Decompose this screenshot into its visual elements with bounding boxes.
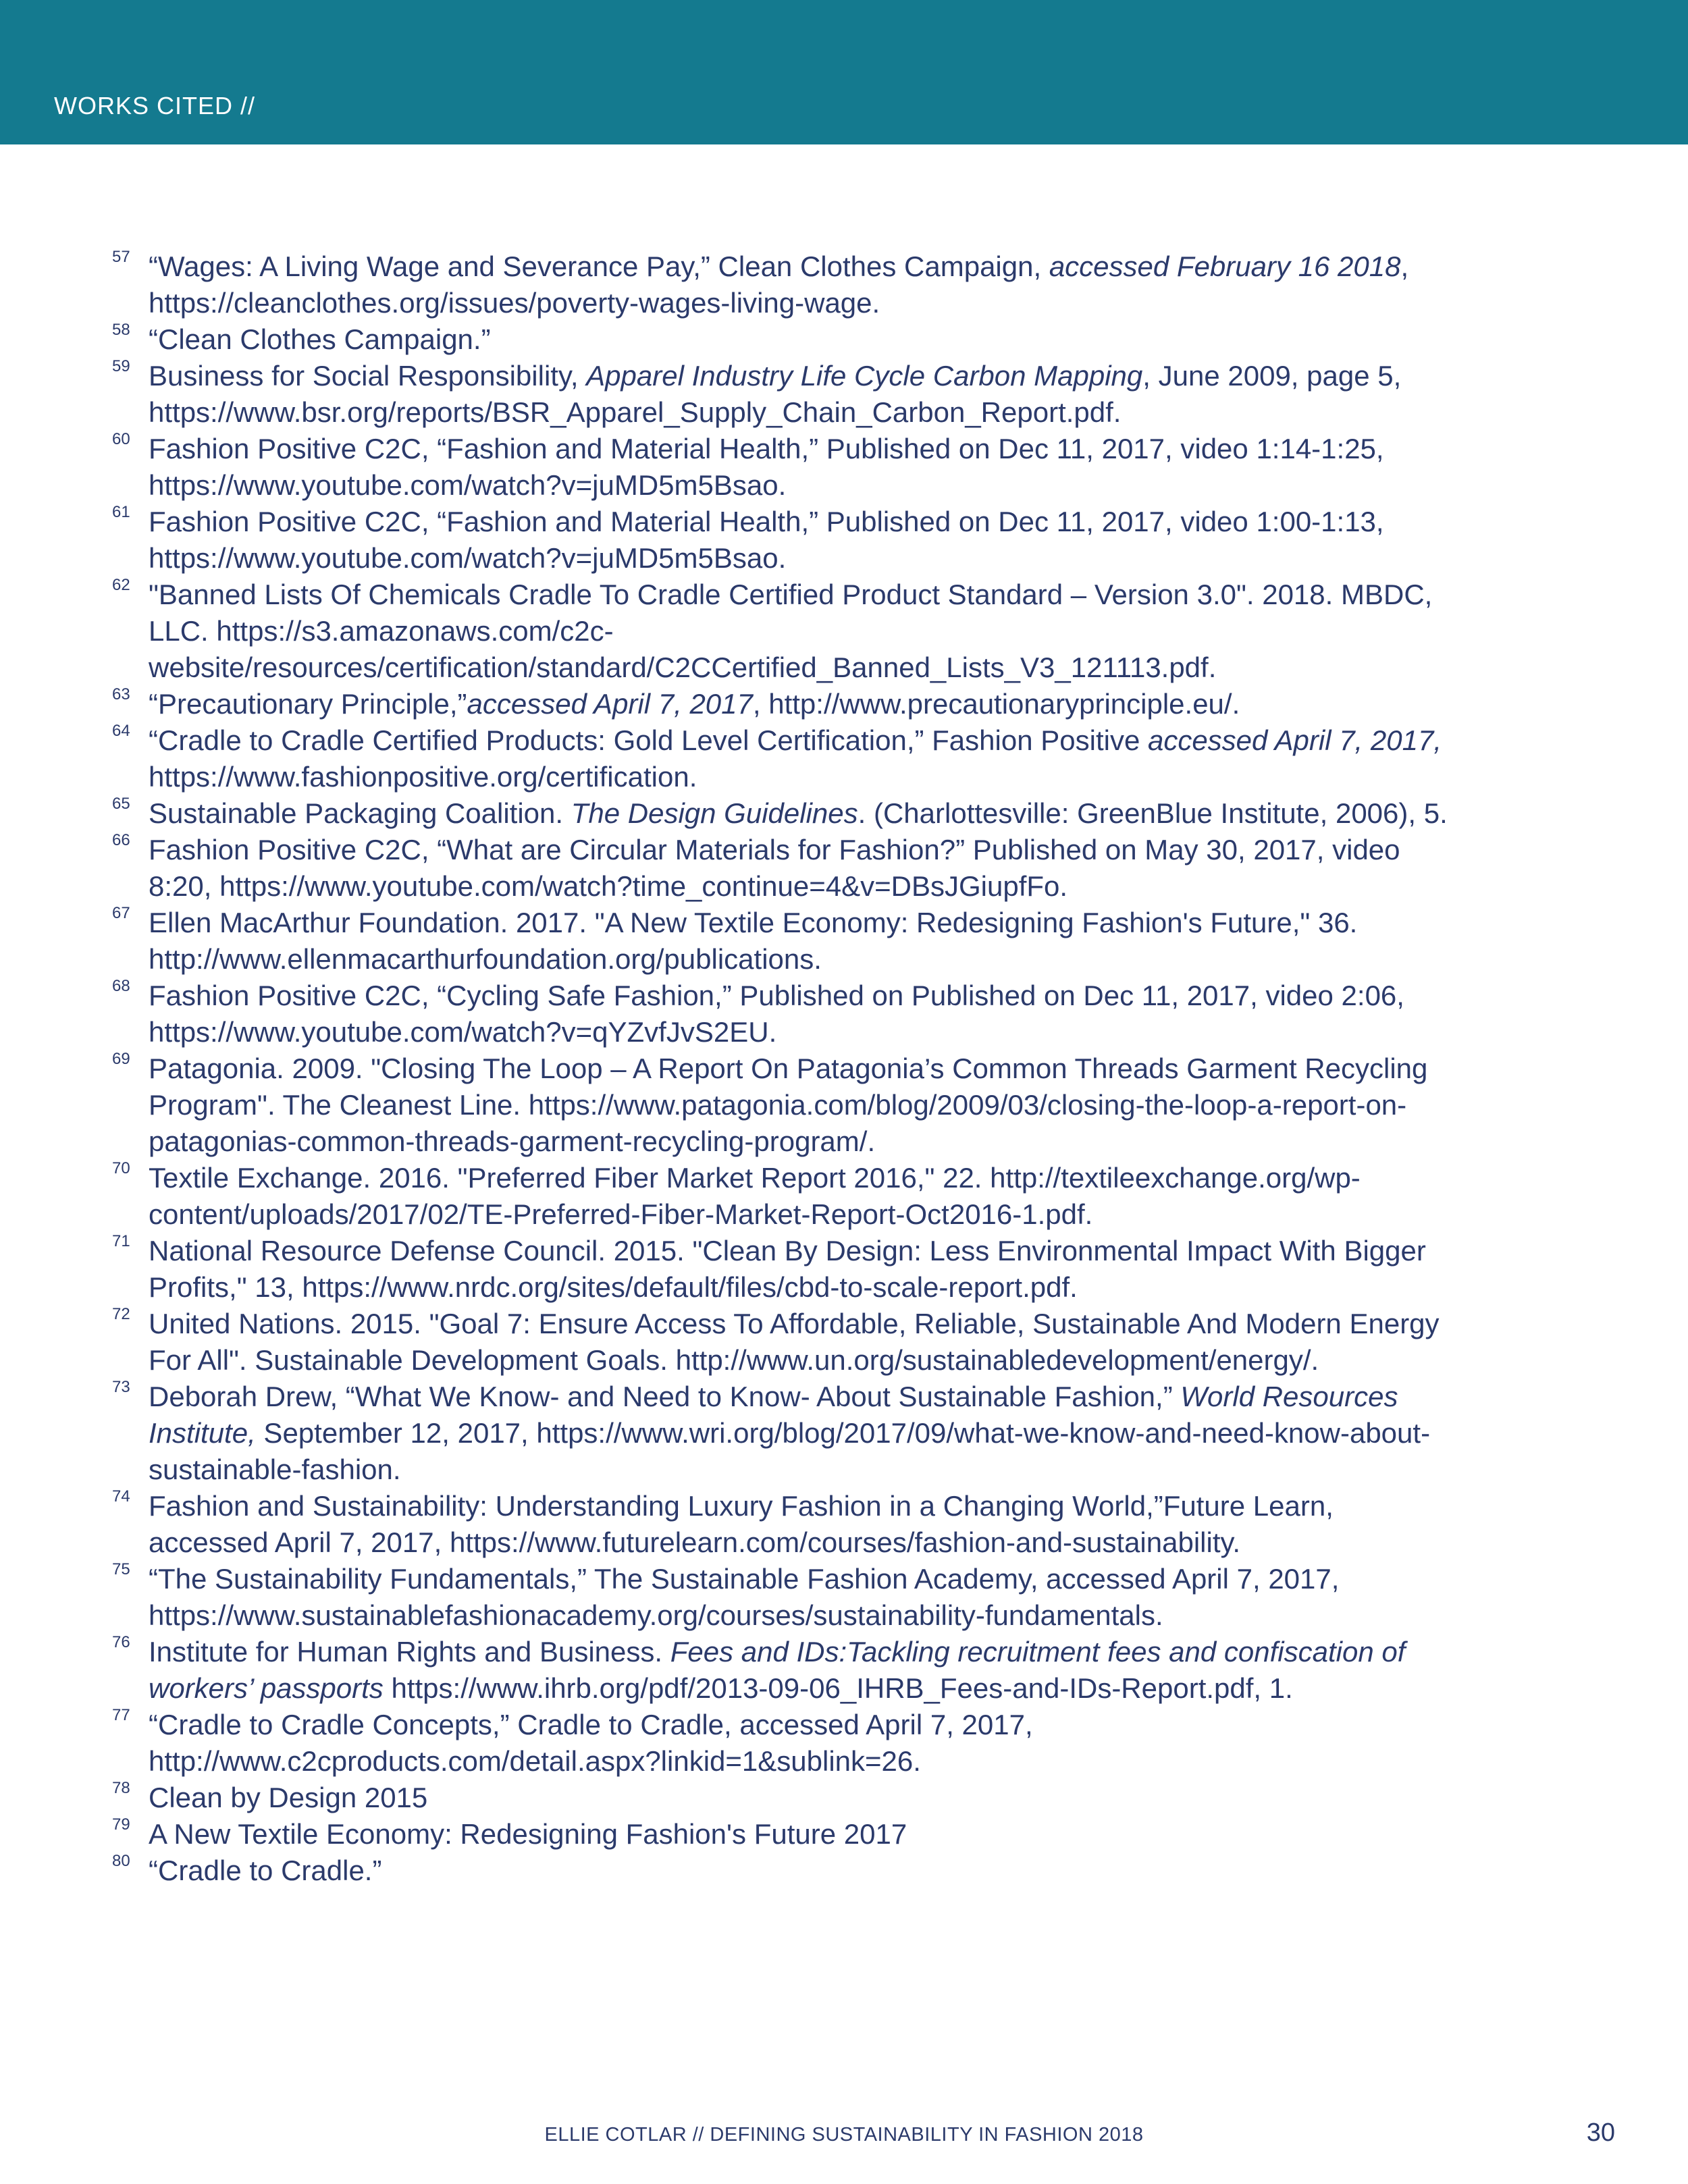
citation-text: Patagonia. 2009. "Closing The Loop – A Report On Patagonia’s Common Threads Garment Recycling Program". The Cleanest Line. https://www.patagonia.com/blog/2009/03/closing-the-loop-a-report-on-patagonias-common-threads-garment-recycling-program/. (149, 1053, 1428, 1157)
citation-entry (108, 1707, 1458, 1780)
citation-number: 66 (112, 831, 130, 849)
citation-italic-text: The Design Guidelines (571, 797, 858, 829)
citation-number: 71 (112, 1232, 130, 1250)
citation-number: 62 (112, 576, 130, 594)
citation-number: 64 (112, 722, 130, 740)
citation-italic-text: accessed April 7, 2017, (1147, 724, 1442, 756)
citation-text: Business for Social Responsibility, (149, 360, 587, 392)
citation-text: National Resource Defense Council. 2015. "Clean By Design: Less Environmental Impact With Bigger Profits," 13, https://www.nrdc.org/sites/default/files/cbd-to-scale-report.pdf. (149, 1235, 1426, 1303)
citation-entry (108, 1488, 1458, 1561)
citation-entry (108, 1634, 1458, 1707)
citation-number: 58 (112, 321, 130, 339)
citation-number: 70 (112, 1159, 130, 1177)
citation-text: Institute for Human Rights and Business. (149, 1636, 670, 1668)
citation-text: United Nations. 2015. "Goal 7: Ensure Access To Affordable, Reliable, Sustainable And Modern Energy For All". Sustainable Development Goals. http://www.un.org/sustainabledevelopment/energy/. (149, 1308, 1440, 1376)
citation-number: 72 (112, 1305, 130, 1323)
header-band (0, 0, 1688, 144)
citation-entry (108, 1306, 1458, 1379)
citation-italic-text: World Resources Institute, (149, 1381, 1398, 1449)
citation-entry (108, 504, 1458, 577)
citation-text: Deborah Drew, “What We Know- and Need to Know- About Sustainable Fashion,” (149, 1381, 1181, 1412)
citation-italic-text: Apparel Industry Life Cycle Carbon Mapping (586, 360, 1143, 392)
citation-entry (108, 1853, 1458, 1889)
citation-entry (108, 1379, 1458, 1488)
citation-text: Fashion and Sustainability: Understanding Luxury Fashion in a Changing World,”Future Learn, accessed April 7, 2017, https://www.futurelearn.com/courses/fashion-and-sustainability. (149, 1490, 1334, 1558)
citation-text: Clean by Design 2015 (149, 1782, 428, 1813)
citation-text: , June 2009, page 5, https://www.bsr.org/reports/BSR_Apparel_Supply_Chain_Carbon_Report.pdf. (149, 360, 1402, 428)
citation-text: Fashion Positive C2C, “What are Circular Materials for Fashion?” Published on May 30, 2017, video 8:20, https://www.youtube.com/watch?time_continue=4&v=DBsJGiupfFo. (149, 834, 1400, 902)
citation-italic-text: Fees and IDs:Tackling recruitment fees and confiscation of workers’ passports (149, 1636, 1406, 1704)
citation-text: . (Charlottesville: GreenBlue Institute, 2006), 5. (858, 797, 1448, 829)
citation-entry (108, 832, 1458, 905)
citation-entry (108, 1050, 1458, 1160)
citation-number: 61 (112, 503, 130, 521)
citation-entry (108, 1561, 1458, 1634)
citation-number: 77 (112, 1706, 130, 1724)
citation-text: “Clean Clothes Campaign.” (149, 323, 491, 355)
citations-list (108, 248, 1458, 1889)
citation-text: Ellen MacArthur Foundation. 2017. "A New Textile Economy: Redesigning Fashion's Future," 36. http://www.ellenmacarthurfoundation.org/publications. (149, 907, 1358, 975)
citation-entry (108, 795, 1458, 832)
citation-entry (108, 1780, 1458, 1816)
citation-number: 67 (112, 904, 130, 922)
citation-text: Fashion Positive C2C, “Fashion and Material Health,” Published on Dec 11, 2017, video 1:00-1:13, https://www.youtube.com/watch?v=juMD5m5Bsao. (149, 506, 1384, 574)
citation-number: 69 (112, 1050, 130, 1068)
citation-text: “Wages: A Living Wage and Severance Pay,” Clean Clothes Campaign, (149, 250, 1049, 282)
citation-entry (108, 978, 1458, 1050)
citation-number: 80 (112, 1852, 130, 1870)
citation-entry (108, 686, 1458, 722)
citation-entry (108, 248, 1458, 321)
citation-number: 63 (112, 685, 130, 703)
citation-number: 79 (112, 1815, 130, 1834)
citation-text: “Cradle to Cradle Concepts,” Cradle to Cradle, accessed April 7, 2017, http://www.c2cproducts.com/detail.aspx?linkid=1&sublink=26. (149, 1709, 1033, 1777)
citation-text: September 12, 2017, https://www.wri.org/blog/2017/09/what-we-know-and-need-know-about-sustainable-fashion. (149, 1417, 1431, 1485)
citation-number: 75 (112, 1560, 130, 1578)
section-title: WORKS CITED // (54, 92, 256, 119)
citation-number: 76 (112, 1633, 130, 1651)
citation-text: , http://www.precautionaryprinciple.eu/. (752, 688, 1240, 720)
page-number: 30 (1586, 2119, 1615, 2147)
citation-number: 60 (112, 430, 130, 448)
citation-entry (108, 1816, 1458, 1853)
citation-text: A New Textile Economy: Redesigning Fashion's Future 2017 (149, 1818, 907, 1850)
citation-number: 59 (112, 357, 130, 375)
citation-entry (108, 905, 1458, 978)
citation-text: “Precautionary Principle,” (149, 688, 467, 720)
footer-running-title: ELLIE COTLAR // DEFINING SUSTAINABILITY IN FASHION 2018 (544, 2124, 1144, 2146)
citation-number: 57 (112, 248, 130, 266)
citation-entry (108, 1233, 1458, 1306)
citation-entry (108, 321, 1458, 358)
citation-entry (108, 722, 1458, 795)
citation-italic-text: accessed February 16 2018 (1049, 250, 1401, 282)
citation-text: “The Sustainability Fundamentals,” The Sustainable Fashion Academy, accessed April 7, 2017, https://www.sustainablefashionacademy.org/courses/sustainability-fundamentals. (149, 1563, 1340, 1631)
citation-text: https://www.fashionpositive.org/certification. (149, 761, 697, 793)
citation-text: Fashion Positive C2C, “Cycling Safe Fashion,” Published on Published on Dec 11, 2017, video 2:06, https://www.youtube.com/watch?v=qYZvfJvS2EU. (149, 980, 1404, 1048)
citation-entry (108, 431, 1458, 504)
citation-text: “Cradle to Cradle.” (149, 1855, 382, 1886)
citation-entry (108, 577, 1458, 686)
citation-entry (108, 1160, 1458, 1233)
citation-number: 78 (112, 1779, 130, 1797)
citation-text: Fashion Positive C2C, “Fashion and Material Health,” Published on Dec 11, 2017, video 1:14-1:25, https://www.youtube.com/watch?v=juMD5m5Bsao. (149, 433, 1384, 501)
citation-number: 65 (112, 795, 130, 813)
citation-italic-text: accessed April 7, 2017 (467, 688, 753, 720)
citation-number: 68 (112, 977, 130, 995)
citation-text: Sustainable Packaging Coalition. (149, 797, 571, 829)
citation-number: 74 (112, 1487, 130, 1506)
citation-entry (108, 358, 1458, 431)
citation-text: https://www.ihrb.org/pdf/2013-09-06_IHRB_Fees-and-IDs-Report.pdf, 1. (383, 1672, 1293, 1704)
citation-text: Textile Exchange. 2016. "Preferred Fiber Market Report 2016," 22. http://textileexchange.org/wp-content/uploads/2017/02/TE-Preferred-Fiber-Market-Report-Oct2016-1.pdf. (149, 1162, 1361, 1230)
citation-text: “Cradle to Cradle Certified Products: Gold Level Certification,” Fashion Positive (149, 724, 1148, 756)
citation-text: , https://cleanclothes.org/issues/poverty-wages-living-wage. (149, 250, 1409, 319)
citation-text: "Banned Lists Of Chemicals Cradle To Cradle Certified Product Standard – Version 3.0". 2018. MBDC, LLC. https://s3.amazonaws.com/c2c-website/resources/certification/standard/C2CCertified_Banned_Lists_V3_121113.pdf. (149, 579, 1433, 683)
citation-number: 73 (112, 1378, 130, 1396)
